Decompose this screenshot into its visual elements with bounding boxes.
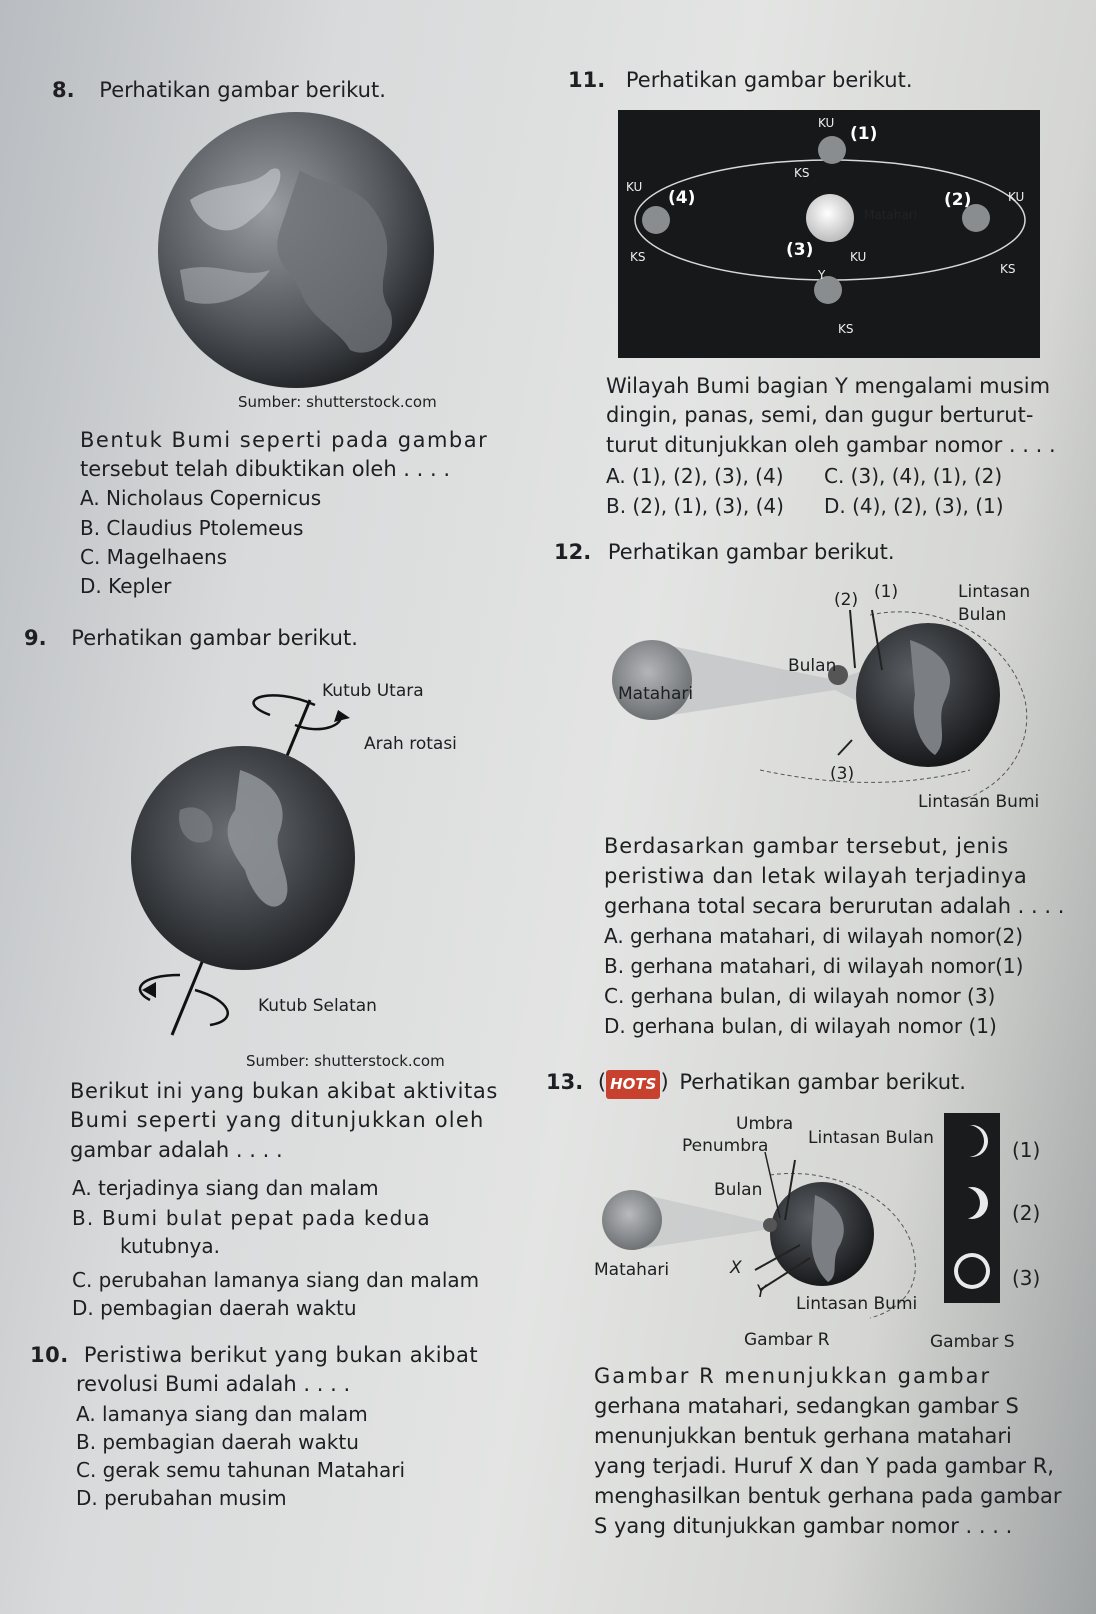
sun-label-q13: Matahari (594, 1260, 670, 1280)
eclipse-shapes-panel (944, 1113, 1000, 1303)
q8-option-d[interactable]: D. Kepler (80, 574, 172, 598)
orbit-label-ks-2: KS (1000, 262, 1016, 276)
position-2-label: (2) (944, 190, 972, 210)
sun-label-q12: Matahari (618, 684, 694, 704)
sun-label: Matahari (864, 208, 917, 222)
q10-option-c[interactable]: C. gerak semu tahunan Matahari (76, 1458, 406, 1482)
orbit-label-ku-3: KU (850, 250, 867, 264)
q11-question-line2: dingin, panas, semi, dan gugur berturut- (606, 403, 1034, 427)
orbit-label-ks-1: KS (794, 166, 810, 180)
moon-orbit-label-q13: Lintasan Bulan (808, 1128, 934, 1148)
q10-question-line1: Peristiwa berikut yang bukan akibat (83, 1343, 479, 1367)
region-y-label: Y (818, 268, 826, 282)
position-1-label-q12: (1) (874, 582, 899, 602)
q8-header (52, 76, 386, 105)
q8-option-a[interactable]: A. Nicholaus Copernicus (80, 486, 322, 510)
q9-question-line2: Bumi seperti yang ditunjukkan oleh (70, 1108, 485, 1132)
q10-question-line2: revolusi Bumi adalah . . . . (76, 1372, 351, 1396)
q9-source: Sumber: shutterstock.com (246, 1052, 445, 1070)
q10-option-a[interactable]: A. lamanya siang dan malam (76, 1402, 368, 1426)
q13-question-line4: yang terjadi. Huruf X dan Y pada gambar R, (594, 1454, 1054, 1478)
umbra-label: Umbra (736, 1114, 794, 1134)
q10-header (30, 1341, 478, 1370)
q9-number: 9. (24, 626, 47, 650)
figure-s-caption: Gambar S (930, 1332, 1015, 1352)
north-pole-label: Kutub Utara (322, 681, 424, 701)
orbit-label-ku-1: KU (818, 116, 835, 130)
earth-globe-photo (150, 110, 450, 390)
hots-badge: HOTS (606, 1070, 660, 1099)
q8-source: Sumber: shutterstock.com (238, 393, 437, 411)
penumbra-label: Penumbra (682, 1136, 769, 1156)
q9-option-b[interactable]: B. Bumi bulat pepat pada kedua (72, 1206, 431, 1230)
q12-option-b[interactable]: B. gerhana matahari, di wilayah nomor(1) (604, 954, 1024, 978)
q12-option-d[interactable]: D. gerhana bulan, di wilayah nomor (1) (604, 1014, 997, 1038)
q8-question-line2: tersebut telah dibuktikan oleh . . . . (80, 457, 451, 481)
position-3-label: (3) (786, 240, 814, 260)
q11-instruction: Perhatikan gambar berikut. (625, 68, 913, 92)
q9-question-line1: Berikut ini yang bukan akibat aktivitas (70, 1079, 498, 1103)
orbit-label-ks-4: KS (630, 250, 646, 264)
q9-header (24, 624, 358, 653)
q11-question-line3: turut ditunjukkan oleh gambar nomor . . . . (606, 433, 1056, 457)
q13-question-line3: menunjukkan bentuk gerhana matahari (594, 1424, 1012, 1448)
y-label: Y (756, 1282, 767, 1302)
orbit-label-ku-2: KU (1008, 190, 1025, 204)
position-3-label-q12: (3) (830, 764, 855, 784)
rotating-earth-diagram (120, 690, 380, 1040)
rotation-direction-label: Arah rotasi (364, 734, 457, 754)
q13-instruction: Perhatikan gambar berikut. (679, 1070, 966, 1094)
figure-r-caption: Gambar R (744, 1330, 830, 1350)
q8-number: 8. (52, 78, 75, 102)
q13-number: 13. (546, 1070, 584, 1094)
shape-1-label: (1) (1012, 1138, 1041, 1162)
q12-instruction: Perhatikan gambar berikut. (607, 540, 895, 564)
eclipse-shapes-drawing (944, 1113, 1000, 1303)
q11-option-d[interactable]: D. (4), (2), (3), (1) (824, 494, 1004, 518)
moon-label-q13: Bulan (714, 1180, 763, 1200)
earth-orbit-label-q12: Lintasan Bumi (918, 792, 1040, 812)
orbit-label-ku-4: KU (626, 180, 643, 194)
position-2-label-q12: (2) (834, 590, 859, 610)
q9-option-b-cont: kutubnya. (120, 1234, 220, 1258)
q11-option-b[interactable]: B. (2), (1), (3), (4) (606, 494, 784, 518)
q11-question-line1: Wilayah Bumi bagian Y mengalami musim (606, 374, 1051, 398)
q8-instruction: Perhatikan gambar berikut. (99, 78, 386, 102)
q13-question-line6: S yang ditunjukkan gambar nomor . . . . (594, 1514, 1013, 1538)
q12-question-line3: gerhana total secara berurutan adalah . . . . (604, 894, 1065, 918)
seasons-orbit-drawing (618, 110, 1040, 358)
shape-2-label: (2) (1012, 1201, 1041, 1225)
q13-header: 13. ( HOTS ) Perhatikan gambar berikut. (546, 1068, 966, 1099)
q8-question-line1: Bentuk Bumi seperti pada gambar (80, 428, 489, 452)
south-pole-label: Kutub Selatan (258, 996, 377, 1016)
orbit-label-ks-3: KS (838, 322, 854, 336)
q9-question-line3: gambar adalah . . . . (70, 1138, 283, 1162)
q12-question-line2: peristiwa dan letak wilayah terjadinya (604, 864, 1028, 888)
q13-question-line1: Gambar R menunjukkan gambar (594, 1364, 992, 1388)
shape-3-label: (3) (1012, 1266, 1041, 1290)
position-1-label: (1) (850, 124, 878, 144)
q11-header (568, 66, 913, 95)
moon-label-q12: Bulan (788, 656, 837, 676)
q8-option-c[interactable]: C. Magelhaens (80, 545, 228, 569)
q11-option-c[interactable]: C. (3), (4), (1), (2) (824, 464, 1003, 488)
seasons-orbit-diagram (618, 110, 1040, 358)
q13-question-line5: menghasilkan bentuk gerhana pada gambar (594, 1484, 1062, 1508)
q10-number: 10. (30, 1343, 69, 1367)
q12-option-c[interactable]: C. gerhana bulan, di wilayah nomor (3) (604, 984, 996, 1008)
q11-option-a[interactable]: A. (1), (2), (3), (4) (606, 464, 784, 488)
q13-question-line2: gerhana matahari, sedangkan gambar S (594, 1394, 1019, 1418)
q10-option-d[interactable]: D. perubahan musim (76, 1486, 287, 1510)
q12-option-a[interactable]: A. gerhana matahari, di wilayah nomor(2) (604, 924, 1024, 948)
earth-orbit-label-q13: Lintasan Bumi (796, 1294, 918, 1314)
moon-orbit-label-2: Bulan (958, 605, 1007, 625)
q12-question-line1: Berdasarkan gambar tersebut, jenis (604, 834, 1009, 858)
q8-option-b[interactable]: B. Claudius Ptolemeus (80, 516, 304, 540)
q9-instruction: Perhatikan gambar berikut. (71, 626, 358, 650)
q11-number: 11. (568, 68, 606, 92)
position-4-label: (4) (668, 188, 696, 208)
q12-header (554, 538, 895, 567)
q9-option-a[interactable]: A. terjadinya siang dan malam (72, 1176, 379, 1200)
x-label: X (730, 1258, 742, 1278)
q12-number: 12. (554, 540, 592, 564)
moon-orbit-label-1: Lintasan (958, 582, 1031, 602)
q10-option-b[interactable]: B. pembagian daerah waktu (76, 1430, 359, 1454)
q9-option-d[interactable]: D. pembagian daerah waktu (72, 1296, 357, 1320)
q9-option-c[interactable]: C. perubahan lamanya siang dan malam (72, 1268, 480, 1292)
